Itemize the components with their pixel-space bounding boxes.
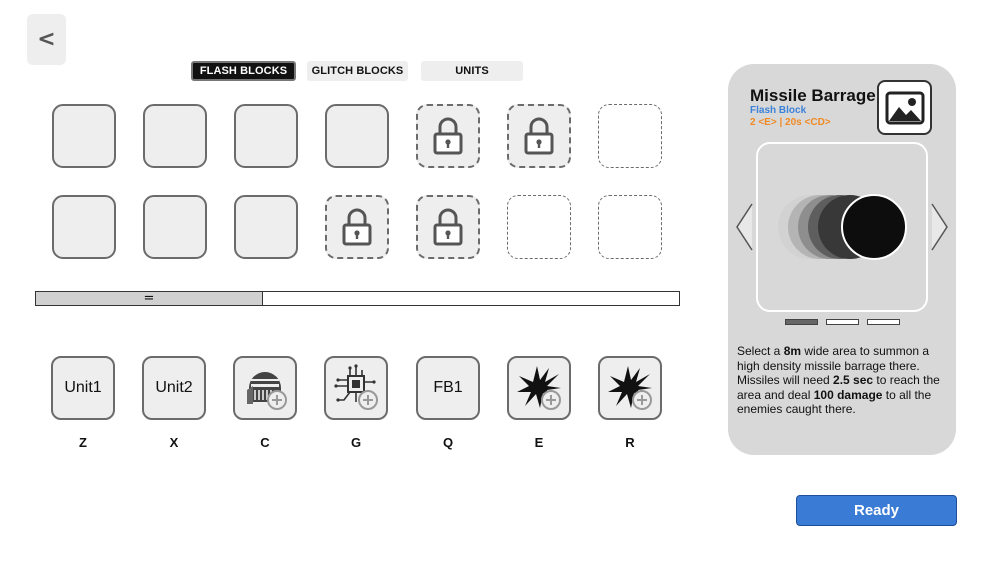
hotkey-label: X <box>169 435 179 450</box>
inventory-slot[interactable] <box>52 104 116 168</box>
tab-units[interactable]: UNITS <box>421 61 523 81</box>
inventory-slot[interactable] <box>234 104 298 168</box>
inventory-slot[interactable] <box>234 195 298 259</box>
inventory-slot-empty[interactable] <box>598 104 662 168</box>
back-button[interactable]: < <box>27 14 66 65</box>
lock-icon <box>523 117 555 155</box>
inventory-slot-locked <box>507 104 571 168</box>
carousel-next-arrow[interactable] <box>930 202 950 252</box>
hotbar-slot-explosion-e[interactable] <box>507 356 571 420</box>
hotkey-label: Z <box>79 435 87 450</box>
hotbar-slot-knight[interactable] <box>233 356 297 420</box>
ready-button[interactable]: Ready <box>796 495 957 526</box>
block-title: Missile Barrage <box>750 86 876 105</box>
knight-helmet-icon <box>239 362 291 414</box>
inventory-slot-locked <box>416 104 480 168</box>
lock-icon <box>341 208 373 246</box>
hotbar-slot-label: Unit2 <box>155 379 193 396</box>
block-thumbnail <box>877 80 932 135</box>
hotbar-slot-explosion-r[interactable] <box>598 356 662 420</box>
inventory-slot[interactable] <box>143 195 207 259</box>
hotkey-label: C <box>260 435 270 450</box>
hotbar-slot-unit1[interactable] <box>51 356 115 420</box>
hotbar-slot-circuit[interactable] <box>324 356 388 420</box>
hotbar-slot-label: FB1 <box>433 379 463 396</box>
inventory-slot-empty[interactable] <box>598 195 662 259</box>
explosion-icon <box>604 362 656 414</box>
hotkey-label: Q <box>442 435 454 450</box>
block-detail-panel <box>728 64 956 455</box>
hotkey-label: G <box>350 435 362 450</box>
inventory-slot[interactable] <box>52 195 116 259</box>
inventory-slot-empty[interactable] <box>507 195 571 259</box>
carousel-preview <box>756 142 928 312</box>
tab-glitch-blocks[interactable]: GLITCH BLOCKS <box>307 61 408 81</box>
carousel-dot[interactable] <box>826 319 859 325</box>
carousel-dot[interactable] <box>867 319 900 325</box>
hotbar-slot-fb1[interactable] <box>416 356 480 420</box>
carousel-prev-arrow[interactable] <box>734 202 754 252</box>
lock-icon <box>432 208 464 246</box>
image-icon <box>885 91 925 125</box>
block-type: Flash Block <box>750 105 807 116</box>
hotbar-slot-label: Unit1 <box>64 379 102 396</box>
inventory-slot[interactable] <box>143 104 207 168</box>
block-cost: 2 <E> | 20s <CD> <box>750 117 831 128</box>
missile-barrage-preview <box>758 144 926 310</box>
hotkey-label: R <box>625 435 635 450</box>
tab-flash-blocks[interactable]: FLASH BLOCKS <box>191 61 296 81</box>
inventory-slot-locked <box>325 195 389 259</box>
lock-icon <box>432 117 464 155</box>
scrollbar-handle[interactable]: = <box>36 292 263 305</box>
circuit-chip-icon <box>330 362 382 414</box>
inventory-slot-locked <box>416 195 480 259</box>
inventory-slot[interactable] <box>325 104 389 168</box>
hotbar-slot-unit2[interactable] <box>142 356 206 420</box>
carousel-dot[interactable] <box>785 319 818 325</box>
explosion-icon <box>513 362 565 414</box>
carousel-pagination <box>785 319 900 325</box>
hotkey-label: E <box>534 435 544 450</box>
inventory-scrollbar[interactable] <box>35 291 680 306</box>
block-description: Select a 8m wide area to summon a high density missile barrage there. Missiles will need 2.5 sec to reach the area and deal 100 damage to all the enemies caught there. <box>737 344 940 416</box>
